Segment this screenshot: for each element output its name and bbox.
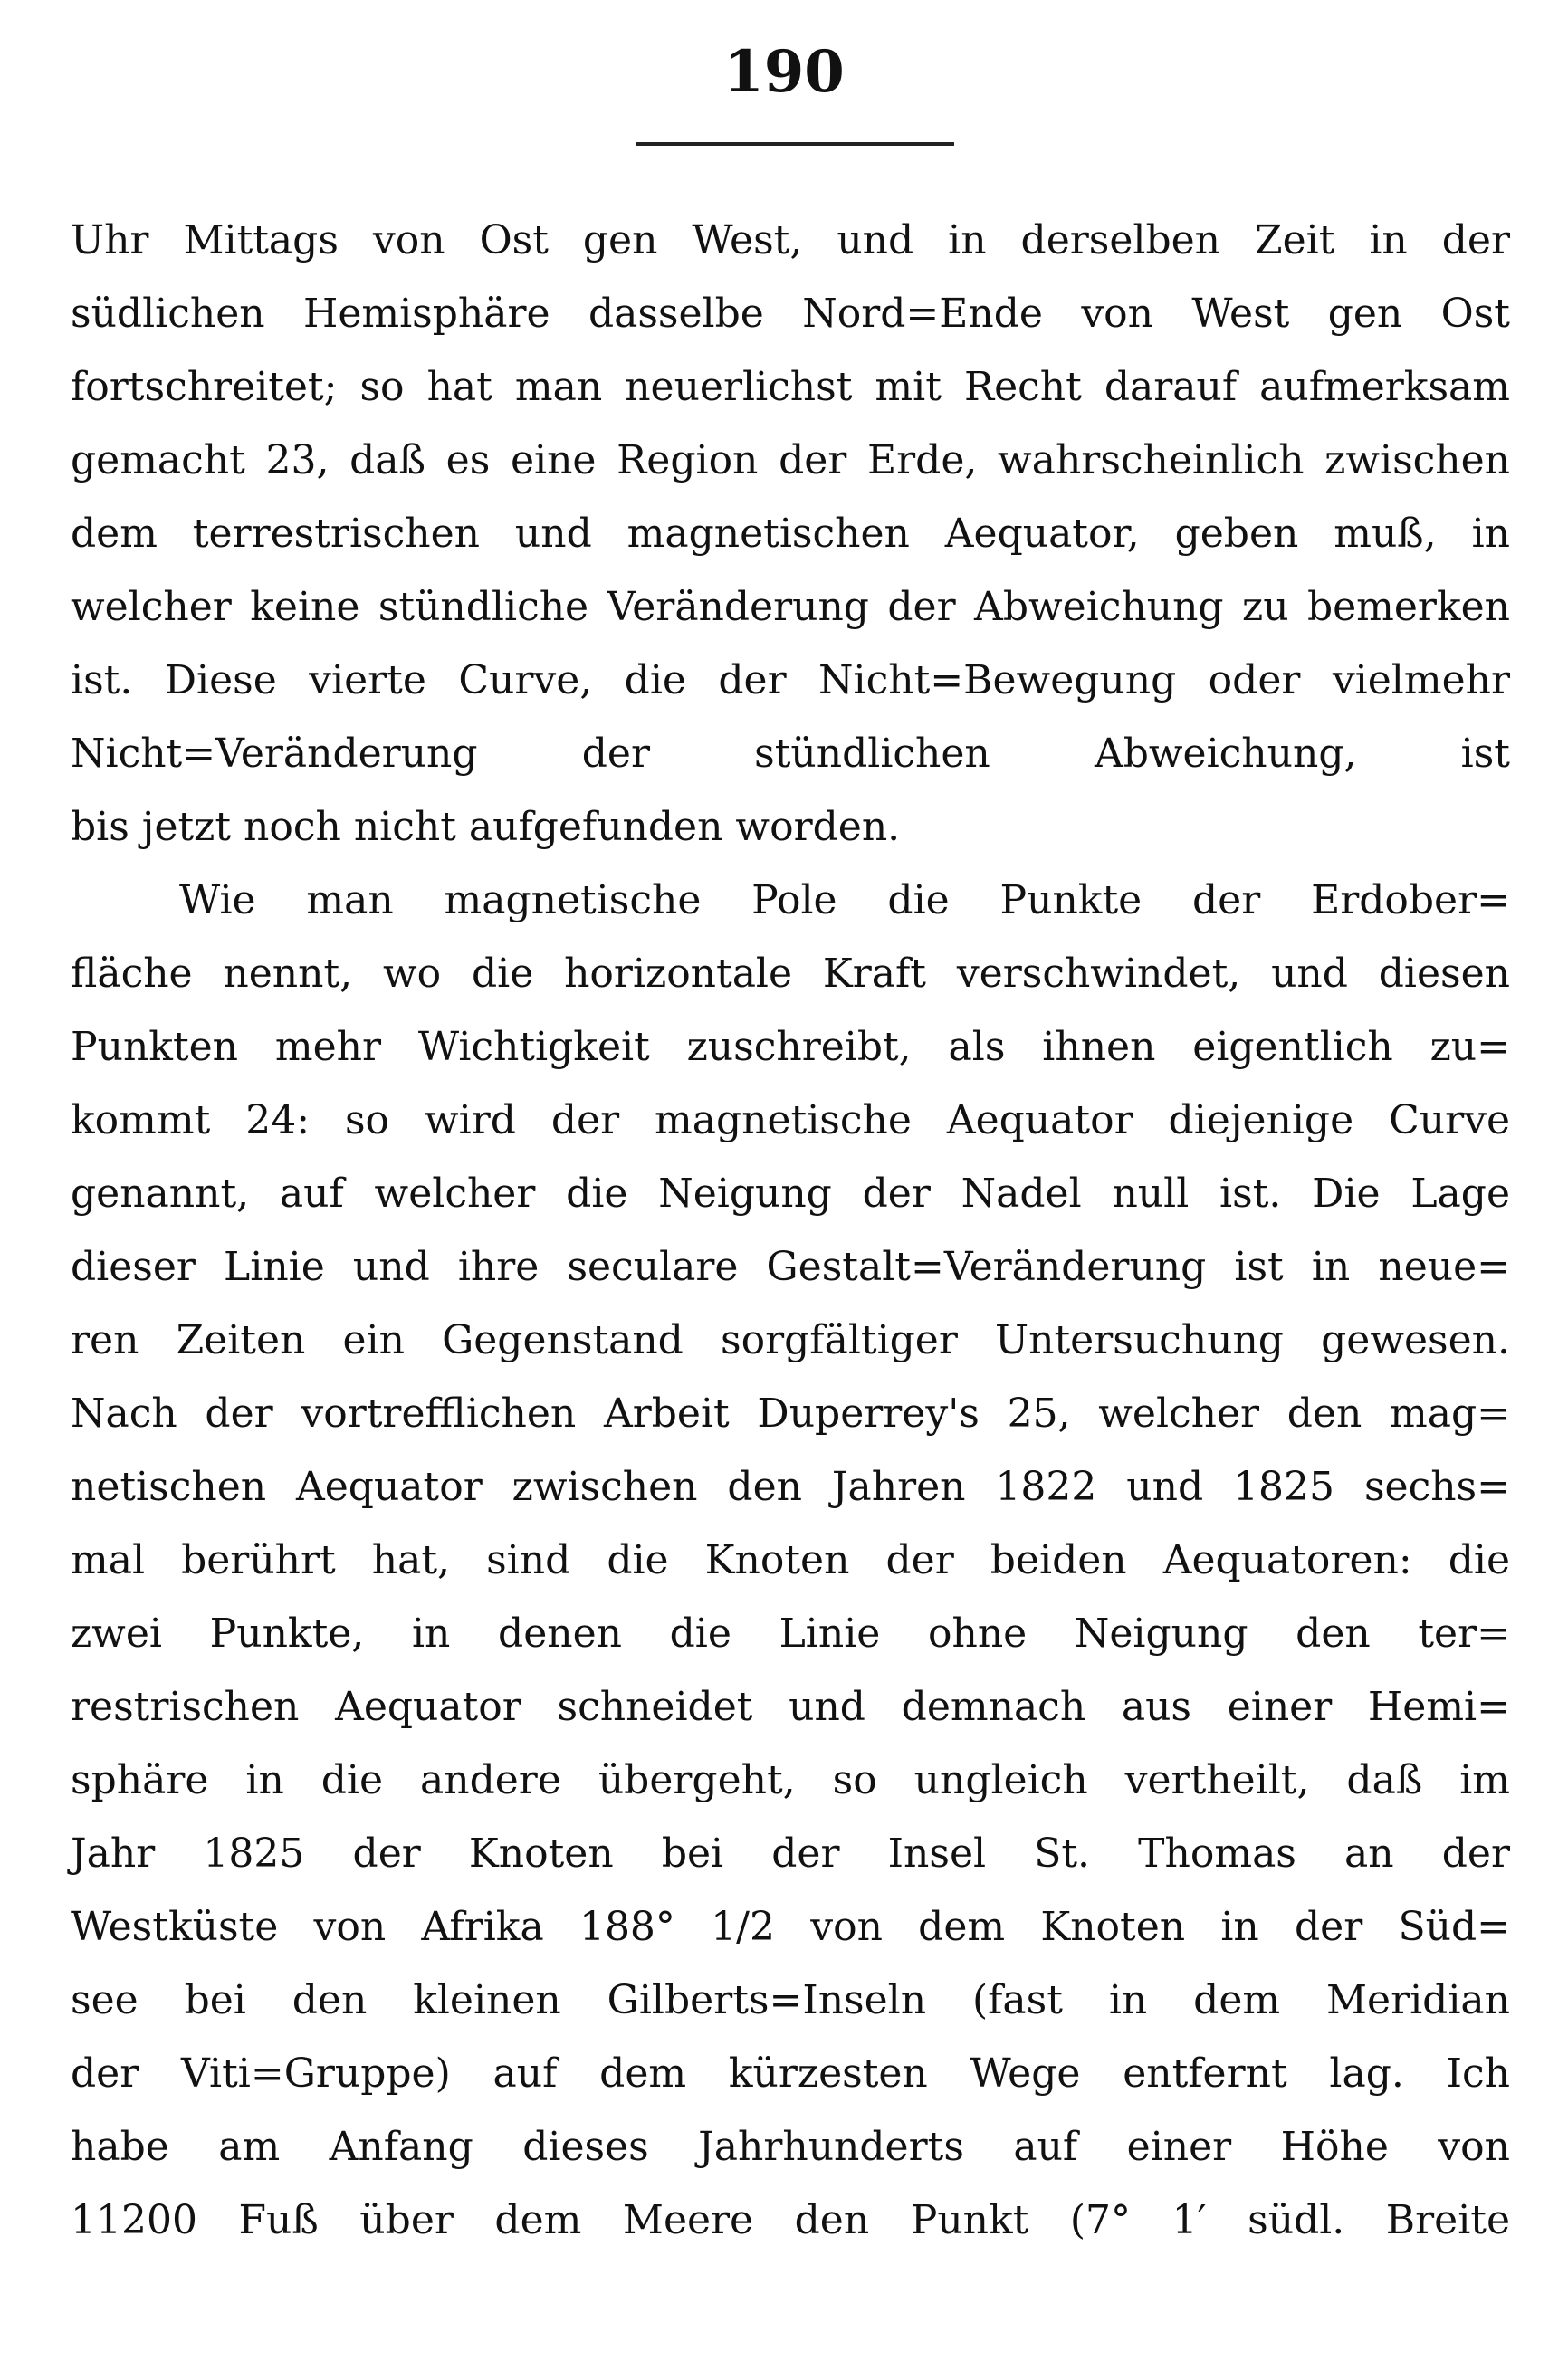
text-line: dem terrestrischen und magnetischen Aequator, geben muß, in bbox=[71, 511, 1510, 557]
text-line: welcher keine stündliche Veränderung der Abweichung zu bemerken bbox=[71, 584, 1510, 630]
text-line: ren Zeiten ein Gegenstand sorgfältiger Untersuchung gewesen. bbox=[71, 1317, 1510, 1363]
text-line: see bei den kleinen Gilberts=Inseln (fast in dem Meridian bbox=[71, 1977, 1510, 2023]
text-line: Punkten mehr Wichtigkeit zuschreibt, als ihnen eigentlich zu= bbox=[71, 1024, 1510, 1070]
text-line: restrischen Aequator schneidet und demnach aus einer Hemi= bbox=[71, 1684, 1510, 1730]
text-line: kommt 24: so wird der magnetische Aequator diejenige Curve bbox=[71, 1097, 1510, 1143]
text-line: sphäre in die andere übergeht, so ungleich vertheilt, daß im bbox=[71, 1757, 1510, 1803]
text-line: habe am Anfang dieses Jahrhunderts auf einer Höhe von bbox=[71, 2124, 1510, 2170]
text-line: bis jetzt noch nicht aufgefunden worden. bbox=[71, 804, 901, 850]
text-line: genannt, auf welcher die Neigung der Nadel null ist. Die Lage bbox=[71, 1171, 1510, 1217]
text-line: zwei Punkte, in denen die Linie ohne Neigung den ter= bbox=[71, 1611, 1510, 1657]
text-line: mal berührt hat, sind die Knoten der beiden Aequatoren: die bbox=[71, 1537, 1510, 1583]
text-line: fortschreitet; so hat man neuerlichst mit Recht darauf aufmerksam bbox=[71, 364, 1510, 410]
text-line: Jahr 1825 der Knoten bei der Insel St. Thomas an der bbox=[71, 1830, 1510, 1877]
text-line: dieser Linie und ihre seculare Gestalt=Veränderung ist in neue= bbox=[71, 1244, 1510, 1290]
text-line: gemacht 23, daß es eine Region der Erde, wahrscheinlich zwischen bbox=[71, 437, 1510, 483]
text-line: Westküste von Afrika 188° 1/2 von dem Knoten in der Süd= bbox=[71, 1904, 1510, 1950]
text-line: Uhr Mittags von Ost gen West, und in derselben Zeit in der bbox=[71, 217, 1510, 263]
text-line: Nicht=Veränderung der stündlichen Abweichung, ist bbox=[71, 731, 1510, 777]
body-text bbox=[71, 204, 1510, 2257]
text-line: Wie man magnetische Pole die Punkte der Erdober= bbox=[179, 877, 1510, 923]
header-rule bbox=[636, 142, 954, 146]
text-line: 11200 Fuß über dem Meere den Punkt (7° 1′ südl. Breite bbox=[71, 2197, 1510, 2243]
text-line: netischen Aequator zwischen den Jahren 1822 und 1825 sechs= bbox=[71, 1464, 1510, 1510]
text-line: südlichen Hemisphäre dasselbe Nord=Ende von West gen Ost bbox=[71, 291, 1510, 337]
page-number: 190 bbox=[723, 38, 845, 106]
text-line: ist. Diese vierte Curve, die der Nicht=Bewegung oder vielmehr bbox=[71, 657, 1510, 703]
text-line: Nach der vortrefflichen Arbeit Duperrey's 25, welcher den mag= bbox=[71, 1391, 1510, 1437]
text-line: fläche nennt, wo die horizontale Kraft verschwindet, und diesen bbox=[71, 951, 1510, 997]
text-line: der Viti=Gruppe) auf dem kürzesten Wege entfernt lag. Ich bbox=[71, 2050, 1510, 2097]
